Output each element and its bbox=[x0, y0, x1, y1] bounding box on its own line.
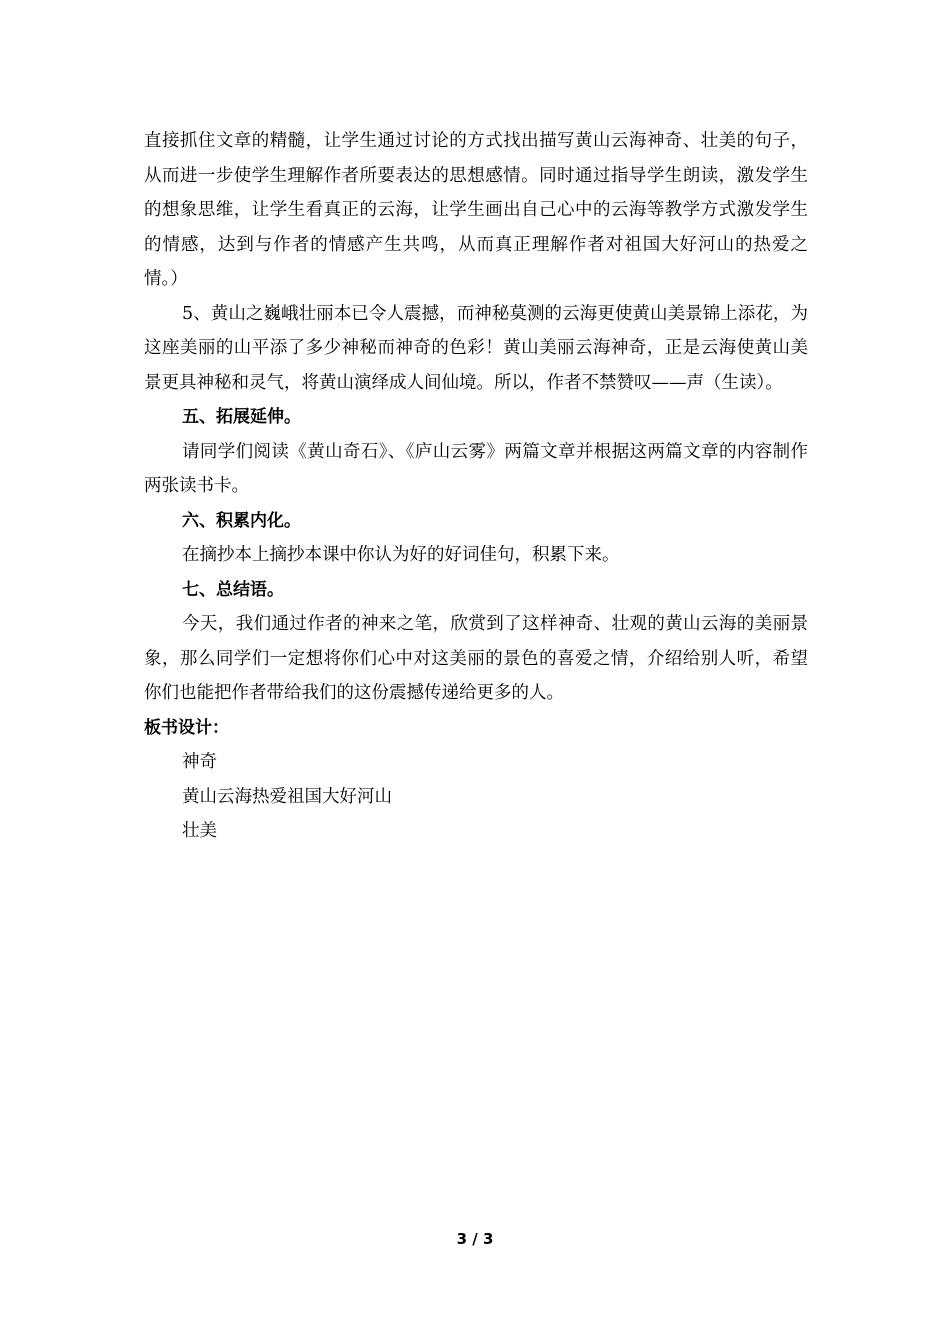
board-design-heading: 板书设计： bbox=[144, 717, 229, 738]
paragraph-continuation: 直接抓住文章的精髓，让学生通过讨论的方式找出描写黄山云海神奇、壮美的句子，从而进一步使学生理解作者所要表达的思想感情。同时通过指导学生朗读，激发学生的想象思维，让学生看真正的云海，让学生画出自己心中的云海等教学方式激发学生的情感，达到与作者的情感产生共鸣，从而真正理解作者对祖国大好河山的热爱之情。） bbox=[144, 131, 808, 289]
section-heading-extension: 五、拓展延伸。 bbox=[182, 407, 301, 427]
section-heading-conclusion: 七、总结语。 bbox=[182, 579, 284, 600]
document-body bbox=[144, 124, 808, 849]
board-line-3: 壮美 bbox=[182, 821, 217, 841]
section-heading-accumulation: 六、积累内化。 bbox=[182, 510, 301, 531]
section-body-conclusion: 今天，我们通过作者的神来之笔，欣赏到了这样神奇、壮观的黄山云海的美丽景象，那么同学们一定想将你们心中对这美丽的景色的喜爱之情，介绍给别人听，希望你们也能把作者带给我们的这份震撼传递给更多的人。 bbox=[144, 614, 808, 703]
board-line-2: 黄山云海热爱祖国大好河山 bbox=[182, 786, 392, 807]
section-body-extension: 请同学们阅读《黄山奇石》、《庐山云雾》两篇文章并根据这两篇文章的内容制作两张读书卡。 bbox=[144, 441, 808, 496]
paragraph-point-5: 5、黄山之巍峨壮丽本已令人震撼，而神秘莫测的云海更使黄山美景锦上添花，为这座美丽的山平添了多少神秘而神奇的色彩！黄山美丽云海神奇，正是云海使黄山美景更具神秘和灵气，将黄山演绎成人间仙境。所以，作者不禁赞叹——声（生读）。 bbox=[144, 303, 808, 393]
board-line-1: 神奇 bbox=[182, 752, 217, 772]
page-number: 3 / 3 bbox=[456, 1230, 494, 1248]
section-body-accumulation: 在摘抄本上摘抄本课中你认为好的好词佳句，积累下来。 bbox=[182, 545, 620, 565]
